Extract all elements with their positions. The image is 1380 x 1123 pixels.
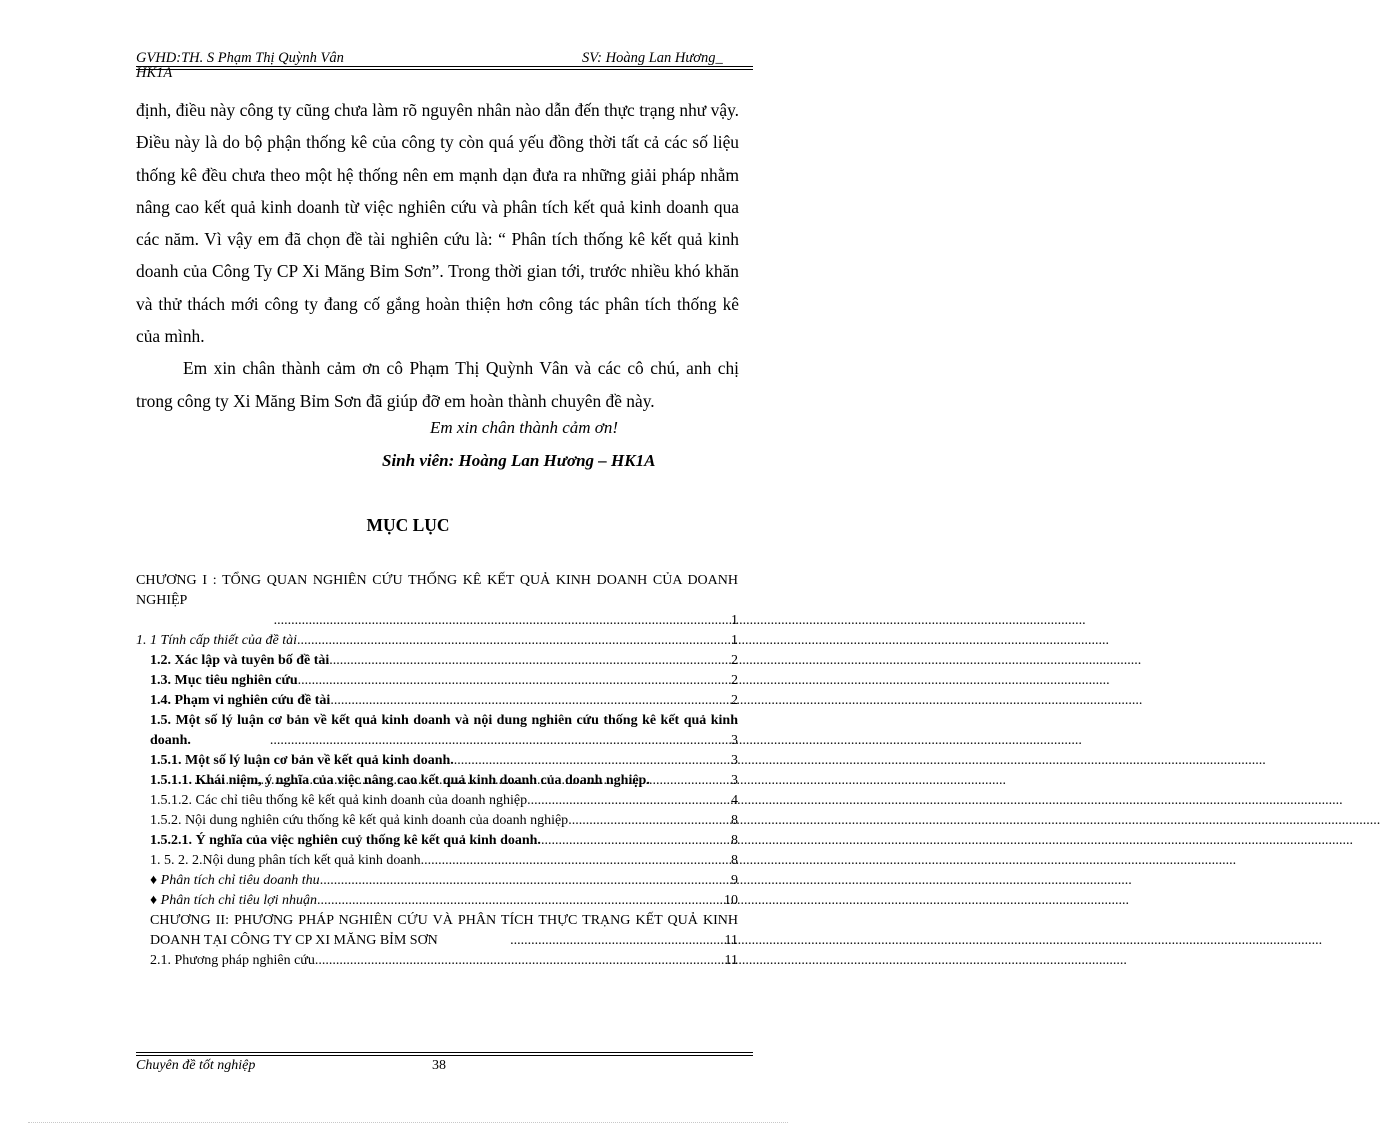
body-text <box>136 94 739 417</box>
toc-entry-text: 1.5.2.1. Ý nghĩa của việc nghiên cuỷ thống kê kết quả kinh doanh. <box>150 833 541 848</box>
header-student: SV: Hoàng Lan Hương_ <box>582 50 723 66</box>
toc-entry-dotfill <box>136 731 738 751</box>
toc-page: 1 <box>731 633 738 648</box>
toc-entry-text: 1.2. Xác lập và tuyên bố đề tài <box>150 653 330 668</box>
toc-page: 2 <box>731 653 738 668</box>
toc-entry-dotfill <box>136 611 738 631</box>
body-paragraph-2: Em xin chân thành cảm ơn cô Phạm Thị Quỳnh Vân và các cô chú, anh chị trong công ty Xi Măng Bỉm Sơn đã giúp đỡ em hoàn thành chuyên đề này. <box>136 358 739 411</box>
header-class: HK1A <box>136 65 173 81</box>
toc-page: 10 <box>724 893 738 908</box>
toc-entry-text: 1. 5. 2. 2.Nội dung phân tích kết quả kinh doanh. <box>150 853 425 868</box>
toc-page: 8 <box>731 813 738 828</box>
page-number: 38 <box>432 1058 446 1073</box>
header-supervisor: GVHD:TH. S Phạm Thị Quỳnh Vân <box>136 50 344 66</box>
signature-line: Sinh viên: Hoàng Lan Hương – HK1A <box>382 451 656 470</box>
toc-entry[interactable] <box>136 851 738 871</box>
toc-entry[interactable] <box>136 651 738 671</box>
toc-entry[interactable] <box>136 631 738 651</box>
toc-entry-text: 1.5.1. Một số lý luận cơ bản về kết quả kinh doanh. <box>150 753 454 768</box>
toc-entry[interactable] <box>136 751 738 771</box>
toc-entry[interactable] <box>136 831 738 851</box>
toc-entry-text: 1.3. Mục tiêu nghiên cứu <box>150 673 298 688</box>
toc-page: 1 <box>731 613 738 628</box>
toc-entry-text: 1.5.1.2. Các chỉ tiêu thống kê kết quả kinh doanh của doanh nghiệp. <box>150 793 531 808</box>
toc-entry-text: 1.5. Một số lý luận cơ bản về kết quả kinh doanh và nội dung nghiên cứu thống kê kết quả kinh doanh. <box>150 713 738 748</box>
toc-entry[interactable] <box>136 811 738 831</box>
toc-page: 8 <box>731 853 738 868</box>
toc-entry[interactable] <box>136 871 738 891</box>
toc-page: 9 <box>731 873 738 888</box>
toc-page: 3 <box>731 733 738 748</box>
toc-entry[interactable] <box>136 571 738 611</box>
footer-rule <box>136 1052 753 1053</box>
toc-entry[interactable] <box>136 691 738 711</box>
toc-entry-text: 1.4. Phạm vi nghiên cứu đề tài <box>150 693 331 708</box>
toc-page: 3 <box>731 773 738 788</box>
toc-page: 2 <box>731 673 738 688</box>
toc-entry[interactable] <box>136 791 738 811</box>
toc-entry[interactable] <box>136 671 738 691</box>
toc-entry[interactable] <box>136 891 738 911</box>
toc-entry-text: 1.5.2. Nội dung nghiên cứu thống kê kết quả kinh doanh của doanh nghiệp <box>150 813 569 828</box>
toc-entry-text: ♦ Phân tích chỉ tiêu lợi nhuận <box>150 893 318 908</box>
toc-entry-text: 2.1. Phương pháp nghiên cứu <box>150 953 315 968</box>
toc-entry-text: ♦ Phân tích chỉ tiêu doanh thu <box>150 873 320 888</box>
toc-entry-text: CHƯƠNG I : TỔNG QUAN NGHIÊN CỨU THỐNG KÊ KẾT QUẢ KINH DOANH CỦA DOANH NGHIỆP <box>136 573 738 608</box>
toc-entry-text: CHƯƠNG II: PHƯƠNG PHÁP NGHIÊN CỨU VÀ PHÂN TÍCH THỰC TRẠNG KẾT QUẢ KINH DOANH TẠI CÔNG TY CP XI MĂNG BỈM SƠN <box>150 913 738 948</box>
toc-page: 2 <box>731 693 738 708</box>
toc-title: MỤC LỤC <box>366 515 450 535</box>
footer-title: Chuyên đề tốt nghiệp <box>136 1058 256 1073</box>
thanks-line: Em xin chân thành cảm ơn! <box>430 418 619 437</box>
header-rule <box>136 66 753 67</box>
toc-page: 3 <box>731 753 738 768</box>
toc-page: 11 <box>724 953 738 968</box>
header-rule-2 <box>136 69 753 70</box>
table-of-contents <box>136 571 738 971</box>
toc-page: 8 <box>731 833 738 848</box>
footer-rule-2 <box>136 1055 753 1056</box>
toc-entry[interactable] <box>136 951 738 971</box>
toc-entry-text: 1.5.1.1. Khái niệm, ý nghĩa của việc nâng cao kết quả kinh doanh của doanh nghiệp. <box>150 773 650 788</box>
toc-entry-dotfill <box>136 771 738 791</box>
toc-page: 11 <box>724 933 738 948</box>
toc-entry-text: 1. 1 Tính cấp thiết của đề tài <box>136 633 297 648</box>
toc-page: 4 <box>731 793 738 808</box>
body-paragraph-1: định, điều này công ty cũng chưa làm rõ nguyên nhân nào dẫn đến thực trạng như vậy. Điều này là do bộ phận thống kê của công ty còn quá yếu đồng thời tất cả các số liệu thống kê đều chưa theo một hệ thống nên em mạnh dạn đưa ra những giải pháp nhằm nâng cao kết quả kinh doanh từ việc nghiên cứu và phân tích kết quả kinh doanh qua các năm. Vì vậy em đã chọn đề tài nghiên cứu là: “ Phân tích thống kê kết quả kinh doanh của Công Ty CP Xi Măng Bỉm Sơn”. Trong thời gian tới, trước nhiều khó khăn và thử thách mới công ty đang cố gắng hoàn thiện hơn công tác phân tích thống kê của mình. <box>136 100 739 347</box>
